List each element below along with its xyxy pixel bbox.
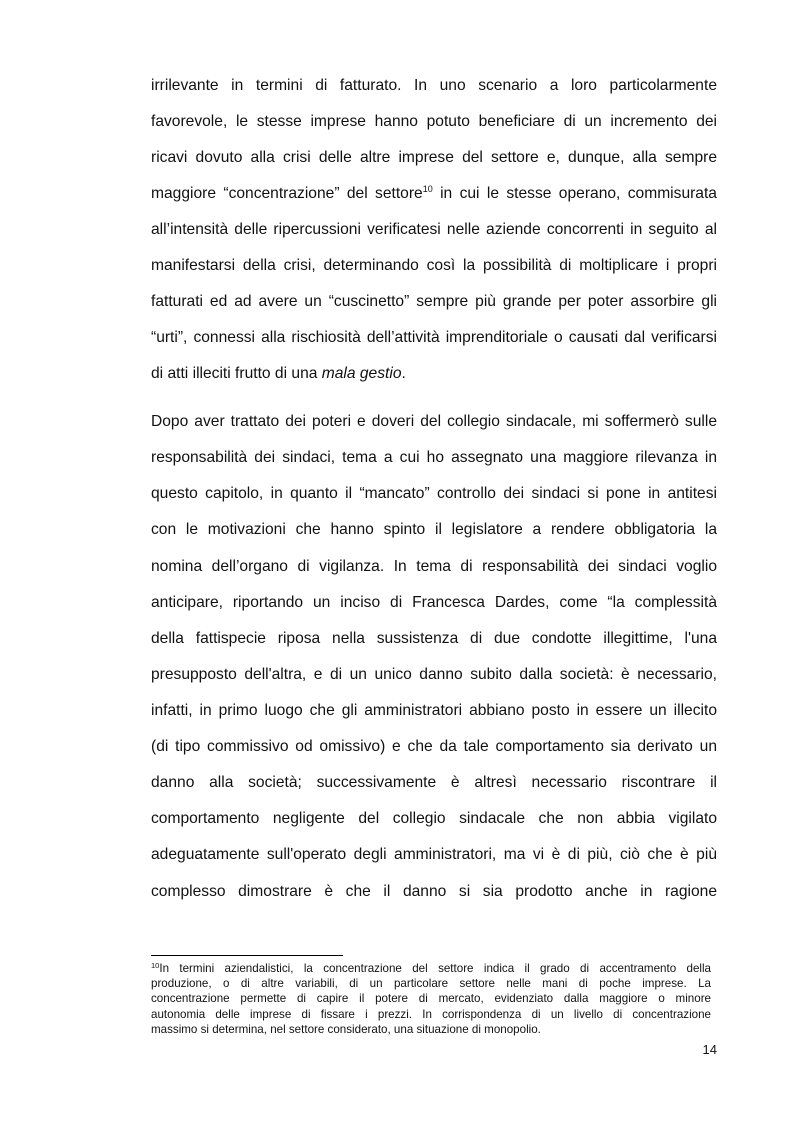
text-line: con le motivazioni che hanno spinto il legislatore a rendere obbligatoria la [151, 521, 717, 538]
text-line: Dopo aver trattato dei poteri e doveri del collegio sindacale, mi soffermerò sulle [151, 413, 717, 430]
footnote-line [151, 961, 711, 976]
footnote-line: produzione, o di altre variabili, di un particolare settore nelle mani di poche imprese. La [151, 977, 711, 990]
text-line: complesso dimostrare è che il danno si sia prodotto anche in ragione [151, 883, 717, 900]
text-line: presupposto dell'altra, e di un unico danno subito dalla società: è necessario, [151, 666, 717, 683]
text-fragment: . [401, 365, 406, 382]
text-line: responsabilità dei sindaci, tema a cui ho assegnato una maggiore rilevanza in [151, 449, 717, 466]
text-line: comportamento negligente del collegio sindacale che non abbia vigilato [151, 810, 717, 827]
text-line: irrilevante in termini di fatturato. In uno scenario a loro particolarmente [151, 77, 717, 94]
text-line: infatti, in primo luogo che gli amministratori abbiano posto in essere un illecito [151, 702, 717, 719]
footnote-line: autonomia delle imprese di fissare i prezzi. In corrispondenza di un livello di concentrazione [151, 1008, 711, 1021]
text-line: fatturati ed ad avere un “cuscinetto” sempre più grande per poter assorbire gli [151, 293, 717, 310]
italic-term: mala gestio [321, 365, 402, 382]
text-fragment: di atti illeciti frutto di una [151, 365, 322, 382]
footnote-separator [151, 955, 343, 956]
footnote-reference[interactable]: 10 [422, 184, 433, 194]
text-line: questo capitolo, in quanto il “mancato” controllo dei sindaci si pone in antitesi [151, 485, 717, 502]
text-line: danno alla società; successivamente è altresì necessario riscontrare il [151, 774, 717, 791]
text-line: “urti”, connessi alla rischiosità dell’attività imprenditoriale o causati dal verificarsi [151, 329, 717, 346]
text-line: anticipare, riportando un inciso di Francesca Dardes, come “la complessità [151, 594, 717, 611]
text-line: (di tipo commissivo od omissivo) e che da tale comportamento sia derivato un [151, 738, 717, 755]
footnote-line: massimo si determina, nel settore considerato, una situazione di monopolio. [151, 1023, 541, 1036]
text-fragment: in cui le stesse operano, commisurata [432, 185, 717, 202]
footnote-number: 10 [151, 961, 160, 970]
page-number: 14 [702, 1042, 717, 1057]
text-fragment: maggiore “concentrazione” del settore [151, 185, 423, 202]
text-line [151, 364, 717, 384]
text-fragment: In termini aziendalistici, la concentrazione del settore indica il grado di accentramento della [159, 962, 711, 975]
text-line: adeguatamente sull'operato degli amministratori, ma vi è di più, ciò che è più [151, 846, 717, 863]
text-line: nomina dell’organo di vigilanza. In tema di responsabilità dei sindaci voglio [151, 558, 717, 575]
footnote-line: concentrazione permette di capire il potere di mercato, evidenziato dalla maggiore o minore [151, 992, 711, 1005]
text-line: manifestarsi della crisi, determinando così la possibilità di moltiplicare i propri [151, 257, 717, 274]
text-line: favorevole, le stesse imprese hanno potuto beneficiare di un incremento dei [151, 113, 717, 130]
text-line [151, 184, 717, 204]
text-line: all’intensità delle ripercussioni verificatesi nelle aziende concorrenti in seguito al [151, 221, 717, 238]
text-line: della fattispecie riposa nella sussistenza di due condotte illegittime, l'una [151, 630, 717, 647]
text-line: ricavi dovuto alla crisi delle altre imprese del settore e, dunque, alla sempre [151, 149, 717, 166]
